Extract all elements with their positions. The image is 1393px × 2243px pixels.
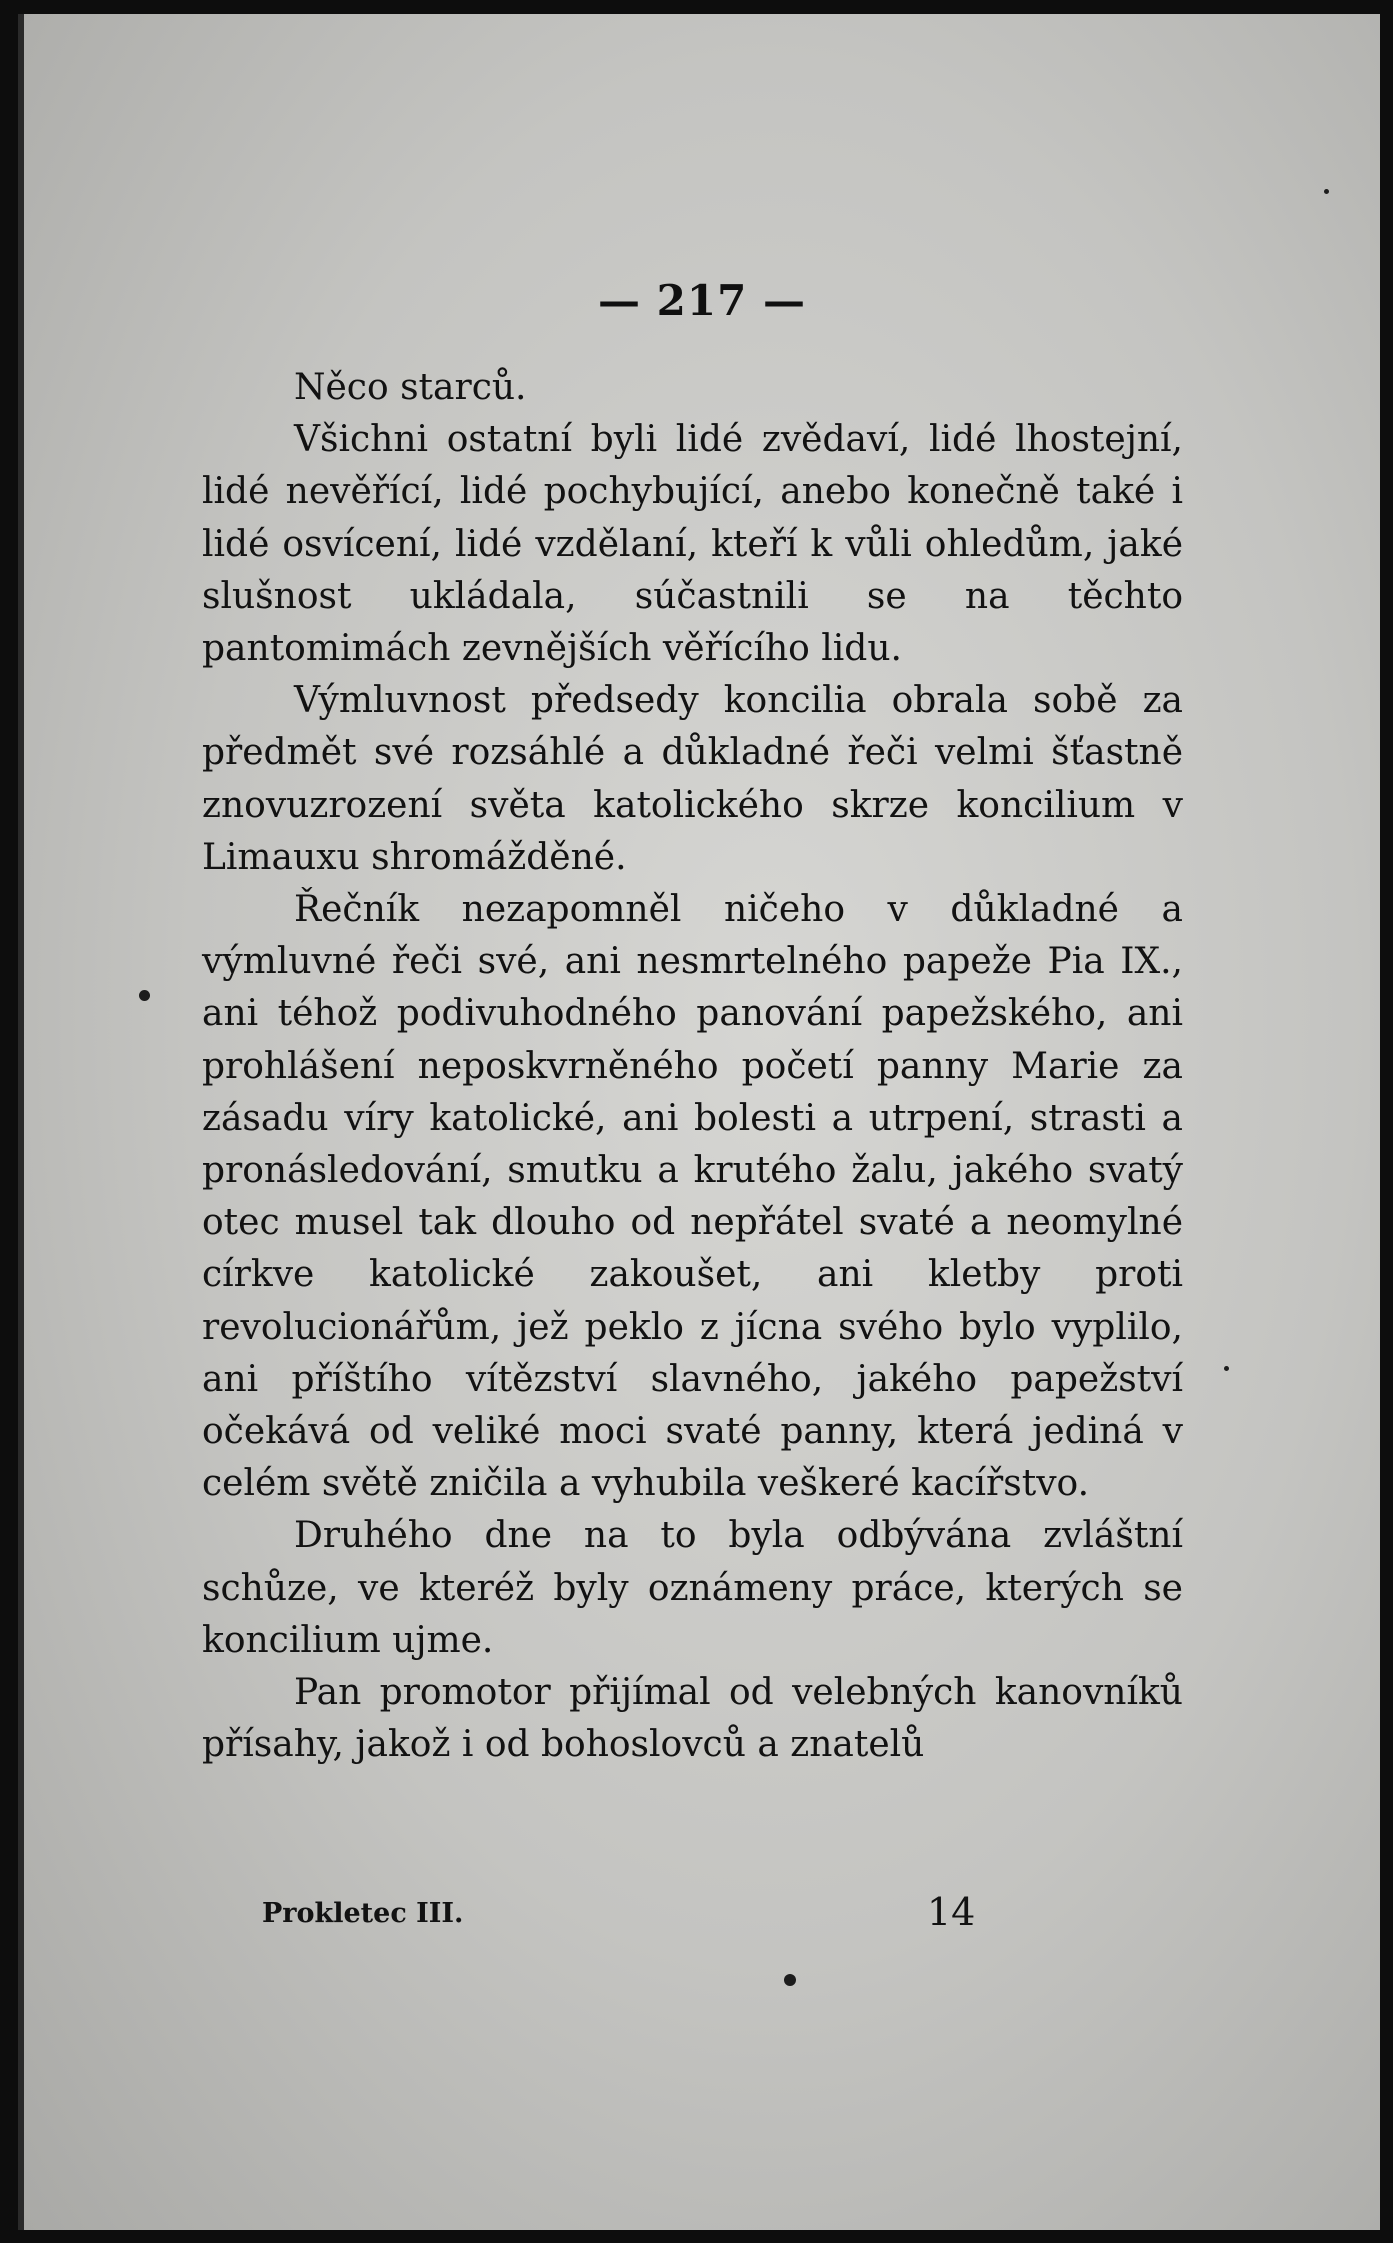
body-text: [202, 362, 1183, 1771]
paragraph: Řečník nezapomněl ničeho v důkladné a výmluvné řeči své, ani nesmrtelného papeže Pia IX., ani téhož podivuhodného panování papežského, ani prohlášení neposkvrněného početí panny Marie za zásadu víry katolické, ani bolesti a utrpení, strasti a pronásledování, smutku a krutého žalu, jakého svatý otec musel tak dlouho od nepřátel svaté a neomylné církve katolické zakoušet, ani kletby proti revolucionářům, jež peklo z jícna svého bylo vyplilo, ani příštího vítězství slavného, jakého papežství očekává od veliké moci svaté panny, která jediná v celém světě zničila a vyhubila veškeré kacířstvo.: [202, 889, 1183, 1505]
paragraph: Pan promotor přijímal od velebných kanovníků přísahy, jakož i od bohoslovců a znatelů: [202, 1672, 1183, 1766]
paragraph: Druhého dne na to byla odbývána zvláštní schůze, ve kteréž byly oznámeny práce, kterých se koncilium ujme.: [202, 1515, 1183, 1661]
page-footer: [262, 1890, 1002, 1940]
paragraph: Všichni ostatní byli lidé zvědaví, lidé lhostejní, lidé nevěřící, lidé pochybující, anebo konečně také i lidé osvícení, lidé vzdělaní, kteří k vůli ohledům, jaké slušnost ukládala, súčastnili se na těchto pantomimách zevnějších věřícího lidu.: [202, 419, 1183, 670]
book-page: [18, 14, 1380, 2230]
signature-mark: Prokletec III.: [262, 1898, 464, 1929]
paragraph: Něco starců.: [294, 367, 527, 408]
ink-speck: [139, 990, 150, 1001]
ink-speck: [1224, 1366, 1229, 1371]
sheet-number: 14: [927, 1890, 976, 1934]
ink-speck: [1324, 189, 1329, 194]
page-number: — 217 —: [598, 276, 806, 325]
paragraph: Výmluvnost předsedy koncilia obrala sobě za předmět své rozsáhlé a důkladné řeči velmi šťastně znovuzrození světa katolického skrze koncilium v Limauxu shromážděné.: [202, 680, 1183, 878]
ink-speck: [784, 1974, 796, 1986]
